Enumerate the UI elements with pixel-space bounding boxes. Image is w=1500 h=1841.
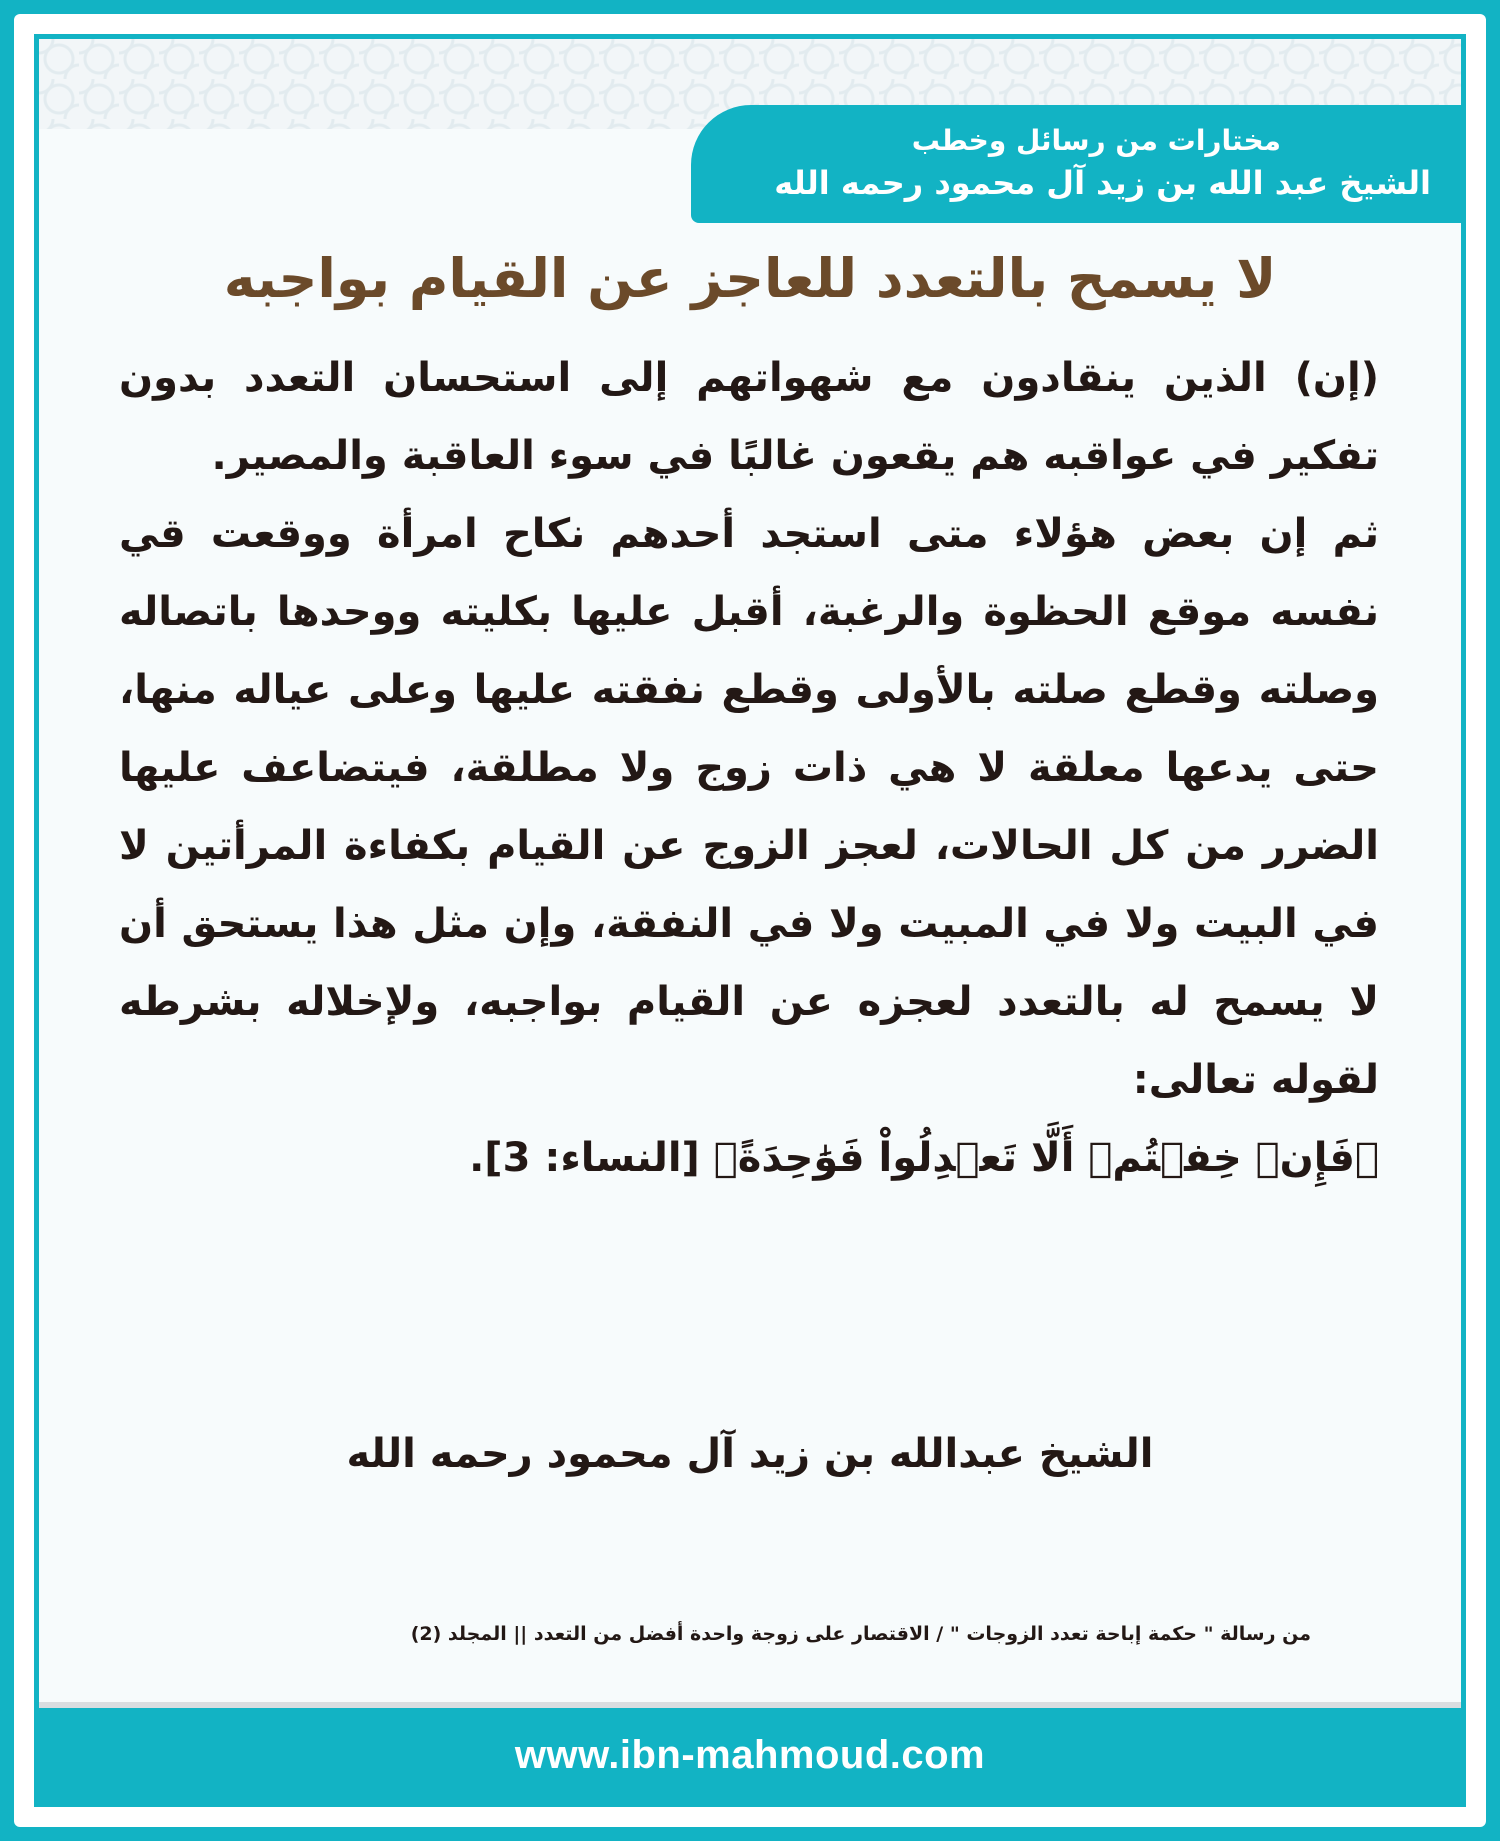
paragraph-2 (119, 495, 1379, 1119)
paragraph-2-text: ثم إن بعض هؤلاء متى استجد أحدهم نكاح امرأة ووقعت قي نفسه موقع الحظوة والرغبة، أقبل عليها بكليته ووحدها باتصاله وصلته وقطع صلته بالأولى وقطع نفقته عليها وعلى عياله منها، حتى يدعها معلقة لا هي ذات زوج ولا مطلقة، فيتضاعف عليها الضرر من كل الحالات، لعجز الزوج عن القيام بكفاءة المرأتين لا في البيت ولا في المبيت ولا في النفقة، وإن مثل هذا يستحق أن لا يسمح له بالتعدد لعجزه عن القيام بواجبه، ولإخلاله بشرطه لقوله تعالى: (119, 511, 1379, 1103)
website-link[interactable]: www.ibn-mahmoud.com (514, 1732, 986, 1777)
quran-verse: ﴿فَإِنۡ خِفۡتُمۡ أَلَّا تَعۡدِلُواْ فَوَٰحِدَةً﴾ (713, 1135, 1379, 1181)
article-body (119, 339, 1379, 1197)
content-card (34, 34, 1466, 1807)
signature: الشيخ عبدالله بن زيد آل محمود رحمه الله (346, 1431, 1154, 1477)
source-reference: من رسالة " حكمة إباحة تعدد الزوجات " / الاقتصار على زوجة واحدة أفضل من التعدد || المجلد (2) (410, 1623, 1311, 1645)
page-title: لا يسمح بالتعدد للعاجز عن القيام بواجبه (223, 247, 1277, 310)
header-series-title: مختارات من رسائل وخطب (911, 124, 1281, 157)
header-banner (691, 105, 1461, 223)
paragraph-1: (إن) الذين ينقادون مع شهواتهم إلى استحسان التعدد بدون تفكير في عواقبه هم يقعون غالبًا في سوء العاقبة والمصير. (119, 355, 1379, 479)
header-author: الشيخ عبد الله بن زيد آل محمود رحمه الله (774, 164, 1431, 202)
footer-bar (39, 1708, 1461, 1802)
verse-citation: [النساء: 3]. (469, 1135, 700, 1181)
verse-line (119, 1119, 1379, 1197)
